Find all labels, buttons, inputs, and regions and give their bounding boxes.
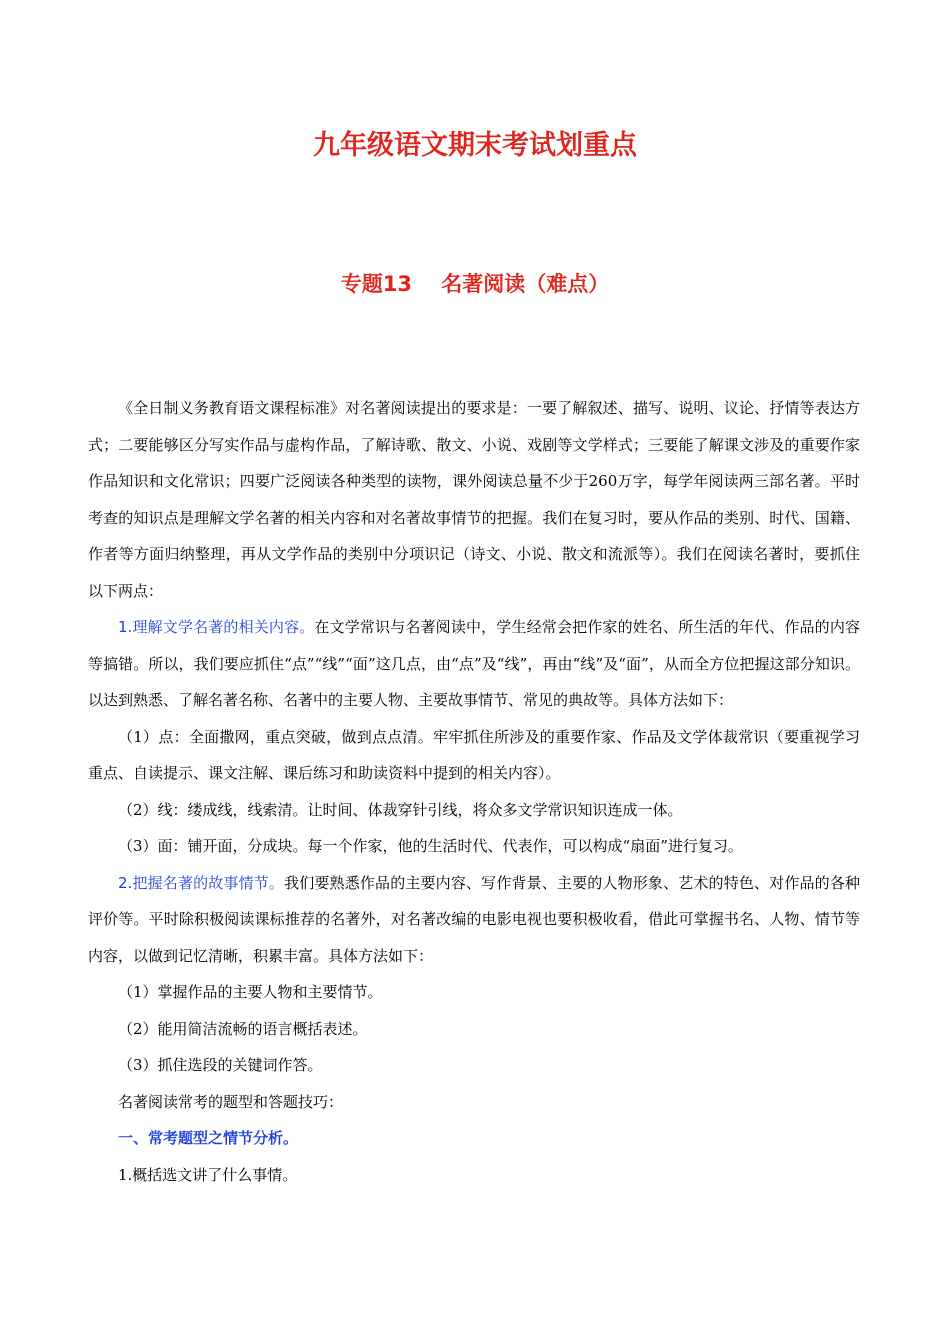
document-subtitle: 专题13 名著阅读（难点） [340, 272, 610, 296]
document-title: 九年级语文期末考试划重点 [313, 130, 637, 161]
tips-intro: 名著阅读常考的题型和答题技巧： [118, 1092, 344, 1111]
point1-heading: 1.理解文学名著的相关内容。 [118, 618, 315, 636]
intro-paragraph: 《全日制义务教育语文课程标准》对名著阅读提出的要求是：一要了解叙述、描写、说明、议论、抒情等表达方式；二要能够区分写实作品与虚构作品，了解诗歌、散文、小说、戏剧等文学样式；三要能了解课文涉及的重要作家作品知识和文化常识；四要广泛阅读各种类型的读物，课外阅读总量不少于260万字，每学年阅读两三部名著。平时考查的知识点是理解文学名著的相关内容和对名著故事情节的把握。我们在复习时，要从作品的类别、时代、国籍、作者等方面归纳整理，再从文学作品的类别中分项识记（诗文、小说、散文和流派等）。我们在阅读名著时，要抓住以下两点： [88, 399, 860, 600]
point1-item-2: （2）线：缕成线，线索清。让时间、体裁穿针引线，将众多文学常识知识连成一体。 [118, 800, 683, 819]
point2-item-3: （3）抓住选段的关键词作答。 [118, 1056, 323, 1074]
section1-item-1: 1.概括选文讲了什么事情。 [118, 1165, 298, 1184]
document-body [88, 390, 860, 1193]
point2-item-2: （2）能用简洁流畅的语言概括表述。 [118, 1019, 368, 1038]
point1-item-1: （1）点：全面撒网，重点突破，做到点点清。牢牢抓住所涉及的重要作家、作品及文学体裁常识（要重视学习重点、自读提示、课文注解、课后练习和助读资料中提到的相关内容）。 [88, 727, 860, 782]
point1-item-3: （3）面：铺开面，分成块。每一个作家，他的生活时代、代表作，可以构成“扇面”进行复习。 [118, 837, 743, 855]
point2-paragraph [88, 865, 860, 975]
point1-text: 在文学常识与名著阅读中，学生经常会把作家的姓名、所生活的年代、作品的内容等搞错。所以，我们要应抓住“点”“线”“面”这几点，由“点”及“线”，再由“线”及“面”，从而全方位把握这部分知识。以达到熟悉、了解名著名称、名著中的主要人物、主要故事情节、常见的典故等。具体方法如下： [88, 618, 860, 709]
point2-item-1: （1）掌握作品的主要人物和主要情节。 [118, 983, 383, 1001]
point2-heading: 2.把握名著的故事情节。 [118, 873, 285, 892]
point1-paragraph [88, 609, 860, 719]
section1-heading: 一、常考题型之情节分析。 [118, 1129, 299, 1147]
point2-text: 我们要熟悉作品的主要内容、写作背景、主要的人物形象、艺术的特色、对作品的各种评价等。平时除积极阅读课标推荐的名著外，对名著改编的电影电视也要积极收看，借此可掌握书名、人物、情节等内容，以做到记忆清晰，积累丰富。具体方法如下： [88, 873, 860, 965]
